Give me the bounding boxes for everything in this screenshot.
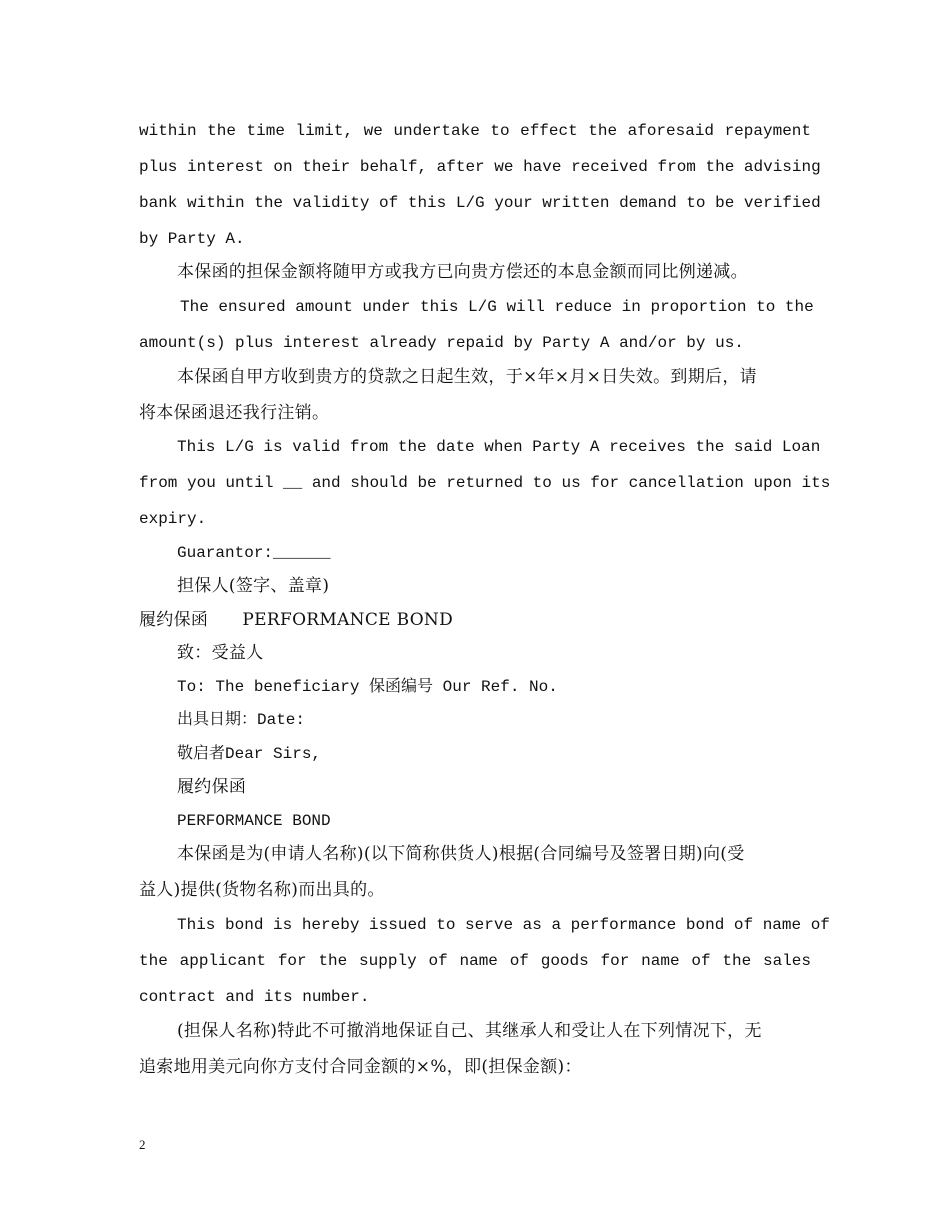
paragraph-line: from you until __ and should be returned to us for cancellation upon its	[139, 474, 831, 492]
page-number: 2	[139, 1137, 146, 1152]
paragraph-line: expiry.	[139, 510, 207, 528]
paragraph-line: within the time limit, we undertake to effect the aforesaid repayment	[139, 122, 811, 140]
paragraph-line: 本保函的担保金额将随甲方或我方已向贵方偿还的本息金额而同比例递减。	[177, 262, 748, 282]
date-line: 出具日期：Date:	[177, 711, 306, 729]
guarantor-line: Guarantor:______	[177, 544, 331, 562]
bond-title-cn: 履约保函	[177, 777, 247, 797]
paragraph-line: The ensured amount under this L/G will reduce in proportion to the	[180, 298, 814, 316]
paragraph-line: (担保人名称)特此不可撤消地保证自己、其继承人和受让人在下列情况下，无	[177, 1021, 762, 1041]
reference-line: To: The beneficiary 保函编号 Our Ref. No.	[177, 678, 558, 696]
addressee-line: 致：受益人	[177, 643, 264, 663]
paragraph-line: 本保函是为(申请人名称)(以下简称供货人)根据(合同编号及签署日期)向(受	[177, 844, 745, 864]
paragraph-line: 将本保函退还我行注销。	[139, 403, 330, 423]
paragraph-line: by Party A.	[139, 230, 245, 248]
paragraph-line: plus interest on their behalf, after we have received from the advising	[139, 158, 821, 176]
paragraph-line: 益人)提供(货物名称)而出具的。	[139, 880, 385, 900]
signature-label: 担保人(签字、盖章)	[177, 576, 330, 596]
paragraph-line: bank within the validity of this L/G your written demand to be verified	[139, 194, 821, 212]
paragraph-line: the applicant for the supply of name of goods for name of the sales	[139, 952, 811, 970]
paragraph-line: amount(s) plus interest already repaid by Party A and/or by us.	[139, 334, 744, 352]
salutation-line: 敬启者Dear Sirs,	[177, 745, 322, 763]
paragraph-line: This bond is hereby issued to serve as a performance bond of name of	[177, 916, 830, 934]
paragraph-line: This L/G is valid from the date when Party A receives the said Loan	[177, 438, 821, 456]
bond-title-en: PERFORMANCE BOND	[177, 812, 331, 830]
paragraph-line: contract and its number.	[139, 988, 370, 1006]
paragraph-line: 本保函自甲方收到贵方的贷款之日起生效，于×年×月×日失效。到期后，请	[177, 367, 757, 387]
paragraph-line: 追索地用美元向你方支付合同金额的×%，即(担保金额)：	[139, 1057, 582, 1077]
section-heading: 履约保函 PERFORMANCE BOND	[139, 610, 454, 630]
